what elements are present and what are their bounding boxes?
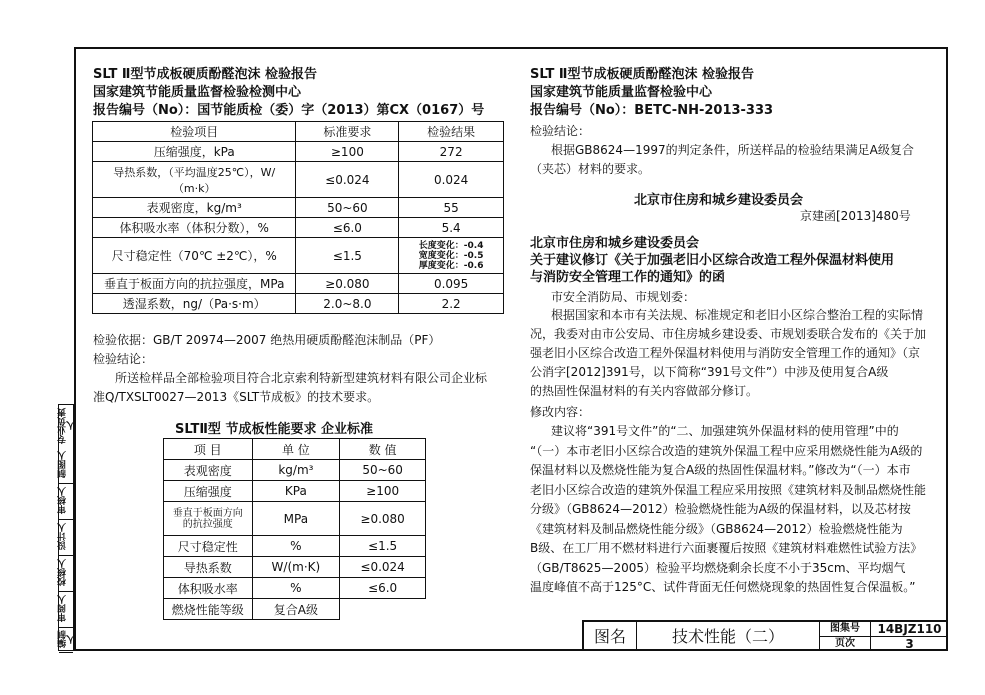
title-block xyxy=(582,620,948,651)
table-cell: 透湿系数，ng/（Pa·s·m） xyxy=(93,294,296,314)
paragraph-line: 《建筑材料及制品燃烧性能分级》（GB8624—2012）检验燃烧性能为 xyxy=(530,521,903,536)
paragraph-line: B级、在工厂用不燃材料进行六面裹覆后按照《建筑材料难燃性试验方法》 xyxy=(530,541,923,555)
table-header xyxy=(164,439,426,460)
table-cell: 0.095 xyxy=(399,274,504,294)
right-conclusion-line1: 根据GB8624—1997的判定条件，所送样品的检验结果满足A级复合 xyxy=(551,143,914,157)
paragraph-line: 温度峰值不高于125°C、试件背面无任何燃烧现象的热固性复合保温板。” xyxy=(530,580,916,594)
content-label: 修改内容： xyxy=(530,405,591,419)
left-title3: 报告编号（No）：国节能质检（委）字（2013）第CX（0167）号 xyxy=(93,103,485,118)
title-label: 图名 xyxy=(584,622,637,651)
header-cell: 检验结果 xyxy=(399,122,504,142)
right-title1: SLT Ⅱ型节成板硬质酚醛泡沫 检验报告 xyxy=(530,67,754,82)
strip-cell: 编制人 xyxy=(59,627,73,653)
table-row xyxy=(164,536,426,557)
table-cell: 表观密度 xyxy=(164,460,253,481)
left-conclusion-line1: 所送检样品全部检验项目符合北京索利特新型建筑材料有限公司企业标 xyxy=(115,371,488,385)
table-row xyxy=(93,238,504,274)
table-cell: 体积吸水率（体积分数），% xyxy=(93,218,296,238)
table-cell: kg/m³ xyxy=(252,460,340,481)
paragraph-line: 强老旧小区综合改造工程外保温材料使用与消防安全管理工作的通知》（京 xyxy=(530,346,921,360)
table-cell: ≥100 xyxy=(340,481,426,502)
drawing-name: 技术性能（二） xyxy=(637,622,820,651)
table-cell: ≤6.0 xyxy=(296,218,399,238)
table-cell: 复合A级 xyxy=(252,599,340,620)
table-row xyxy=(93,198,504,218)
paragraph-line: （GB/T8625—2005）检验平均燃烧剩余长度不小于35cm、平均烟气 xyxy=(530,560,906,575)
notice-org: 北京市住房和城乡建设委员会 xyxy=(530,236,700,251)
header-cell: 数 值 xyxy=(340,439,426,460)
right-conclusion-line2: （夹芯）材料的要求。 xyxy=(530,162,651,176)
table-cell: 表观密度，kg/m³ xyxy=(93,198,296,218)
paragraph-line: 公消字[2012]391号，以下简称“391号文件”）中涉及使用复合A级 xyxy=(530,365,889,379)
table-row xyxy=(164,578,426,599)
page-number: 3 xyxy=(905,637,914,651)
header-cell: 项 目 xyxy=(164,439,253,460)
table-row xyxy=(164,599,426,620)
paragraph-line: 况，我委对由市公安局、市住房城乡建设委、市规划委联合发布的《关于加 xyxy=(530,327,927,341)
addressee: 市安全消防局、市规划委： xyxy=(551,290,696,304)
strip-cell: 审阅人 xyxy=(59,591,73,628)
table-cell: ≤0.024 xyxy=(340,557,426,578)
paragraph-line: 保温材料以及燃烧性能为复合A级的热固性保温材料。”修改为“（一）本市 xyxy=(530,463,911,477)
paragraph-line: 老旧小区综合改造的建筑外保温工程应采用按照《建筑材料及制品燃烧性能 xyxy=(530,482,927,497)
table-row xyxy=(164,460,426,481)
table-row xyxy=(93,162,504,198)
committee-name: 北京市住房和城乡建设委员会 xyxy=(634,193,804,208)
stability-length: 长度变化：-0.4 xyxy=(418,240,484,251)
table-row xyxy=(93,142,504,162)
right-title2: 国家建筑节能质量监督检验中心 xyxy=(530,85,713,100)
table-row xyxy=(93,274,504,294)
test-results-table xyxy=(92,121,504,314)
table-cell: ≥0.080 xyxy=(340,502,426,536)
stability-cell xyxy=(399,238,504,274)
table-cell: 导热系数，（平均温度25℃），W/（m·k） xyxy=(93,162,296,198)
left-conclusion-line2: 准Q/TXSLT0027—2013《SLT节成板》的技术要求。 xyxy=(93,390,380,404)
right-title3: 报告编号（No）：BETC-NH-2013-333 xyxy=(530,103,774,118)
table-cell: ≤1.5 xyxy=(340,536,426,557)
table-cell: 燃烧性能等级 xyxy=(164,599,253,620)
paragraph-line: 建议将“391号文件”的“二、加强建筑外保温材料的使用管理”中的 xyxy=(551,424,899,438)
standard-table-title: SLTⅡ型 节成板性能要求 企业标准 xyxy=(175,422,373,437)
strip-cell: 校核人 xyxy=(59,555,73,592)
table-row xyxy=(164,502,426,536)
table-cell: 导热系数 xyxy=(164,557,253,578)
notice-title-line2: 与消防安全管理工作的通知》的函 xyxy=(530,270,726,285)
table-cell: ≥0.080 xyxy=(296,274,399,294)
table-cell: 尺寸稳定性（70℃ ±2℃），% xyxy=(93,238,296,274)
stability-thickness: 厚度变化：-0.6 xyxy=(418,260,484,271)
document-number: 京建函[2013]480号 xyxy=(800,209,911,223)
paragraph-line: 分级》（GB8624—2012）检验燃烧性能为A级的保温材料，以及芯材按 xyxy=(530,502,911,516)
page-label: 页次 xyxy=(820,637,871,651)
table-row xyxy=(164,557,426,578)
header-cell: 标准要求 xyxy=(296,122,399,142)
stability-width: 宽度变化：-0.5 xyxy=(418,250,484,261)
left-title2: 国家建筑节能质量监督检验检测中心 xyxy=(93,85,302,100)
header-cell: 单 位 xyxy=(252,439,340,460)
strip-cell: 设计人 xyxy=(59,519,73,556)
table-row xyxy=(164,481,426,502)
standard-requirements-table xyxy=(163,438,426,620)
table-header xyxy=(93,122,504,142)
paragraph-line: 的热固性保温材料的有关内容做部分修订。 xyxy=(530,384,759,398)
strip-cell: 审核人 xyxy=(59,483,73,520)
table-cell: 50~60 xyxy=(340,460,426,481)
notice-paragraph2 xyxy=(530,422,928,598)
signature-strip xyxy=(58,404,77,651)
table-cell: W/(m·K) xyxy=(252,557,340,578)
table-cell: 2.0~8.0 xyxy=(296,294,399,314)
table-cell: MPa xyxy=(252,502,340,536)
table-cell: % xyxy=(252,578,340,599)
paragraph-line: “（一）本市老旧小区综合改造的建筑外保温工程中应采用燃烧性能为A级的 xyxy=(530,443,923,458)
left-title1: SLT Ⅱ型节成板硬质酚醛泡沫 检验报告 xyxy=(93,67,317,82)
table-cell xyxy=(340,599,426,620)
strip-cell: 专业负责人 xyxy=(58,408,77,444)
table-cell: ≤1.5 xyxy=(296,238,399,274)
table-cell: 272 xyxy=(399,142,504,162)
table-cell: 2.2 xyxy=(399,294,504,314)
table-cell: KPa xyxy=(252,481,340,502)
notice-title-line1: 关于建议修订《关于加强老旧小区综合改造工程外保温材料使用 xyxy=(530,253,895,268)
right-conclusion-label: 检验结论： xyxy=(530,124,591,138)
left-conclusion-label: 检验结论： xyxy=(93,352,154,366)
table-cell: 压缩强度，kPa xyxy=(93,142,296,162)
table-cell: 50~60 xyxy=(296,198,399,218)
atlas-number: 14BJZ110 xyxy=(871,622,948,637)
table-cell: 尺寸稳定性 xyxy=(164,536,253,557)
notice-paragraph1 xyxy=(530,306,928,401)
table-cell: 垂直于板面方向的抗拉强度，MPa xyxy=(93,274,296,294)
atlas-label: 图集号 xyxy=(820,622,871,637)
table-cell: % xyxy=(252,536,340,557)
table-cell: ≤0.024 xyxy=(296,162,399,198)
table-row xyxy=(93,294,504,314)
test-basis: 检验依据：GB/T 20974—2007 绝热用硬质酚醛泡沫制品（PF） xyxy=(93,333,441,347)
table-cell: 0.024 xyxy=(399,162,504,198)
table-cell: 55 xyxy=(399,198,504,218)
table-cell: 5.4 xyxy=(399,218,504,238)
table-row xyxy=(93,218,504,238)
table-cell: 垂直于板面方向的抗拉强度 xyxy=(164,502,253,536)
table-cell: ≤6.0 xyxy=(340,578,426,599)
table-cell: 体积吸水率 xyxy=(164,578,253,599)
paragraph-line: 根据国家和本市有关法规、标准规定和老旧小区综合整治工程的实际情 xyxy=(551,308,924,322)
table-cell: 压缩强度 xyxy=(164,481,253,502)
header-cell: 检验项目 xyxy=(93,122,296,142)
strip-cell: 制图人 xyxy=(59,447,73,484)
table-cell: ≥100 xyxy=(296,142,399,162)
